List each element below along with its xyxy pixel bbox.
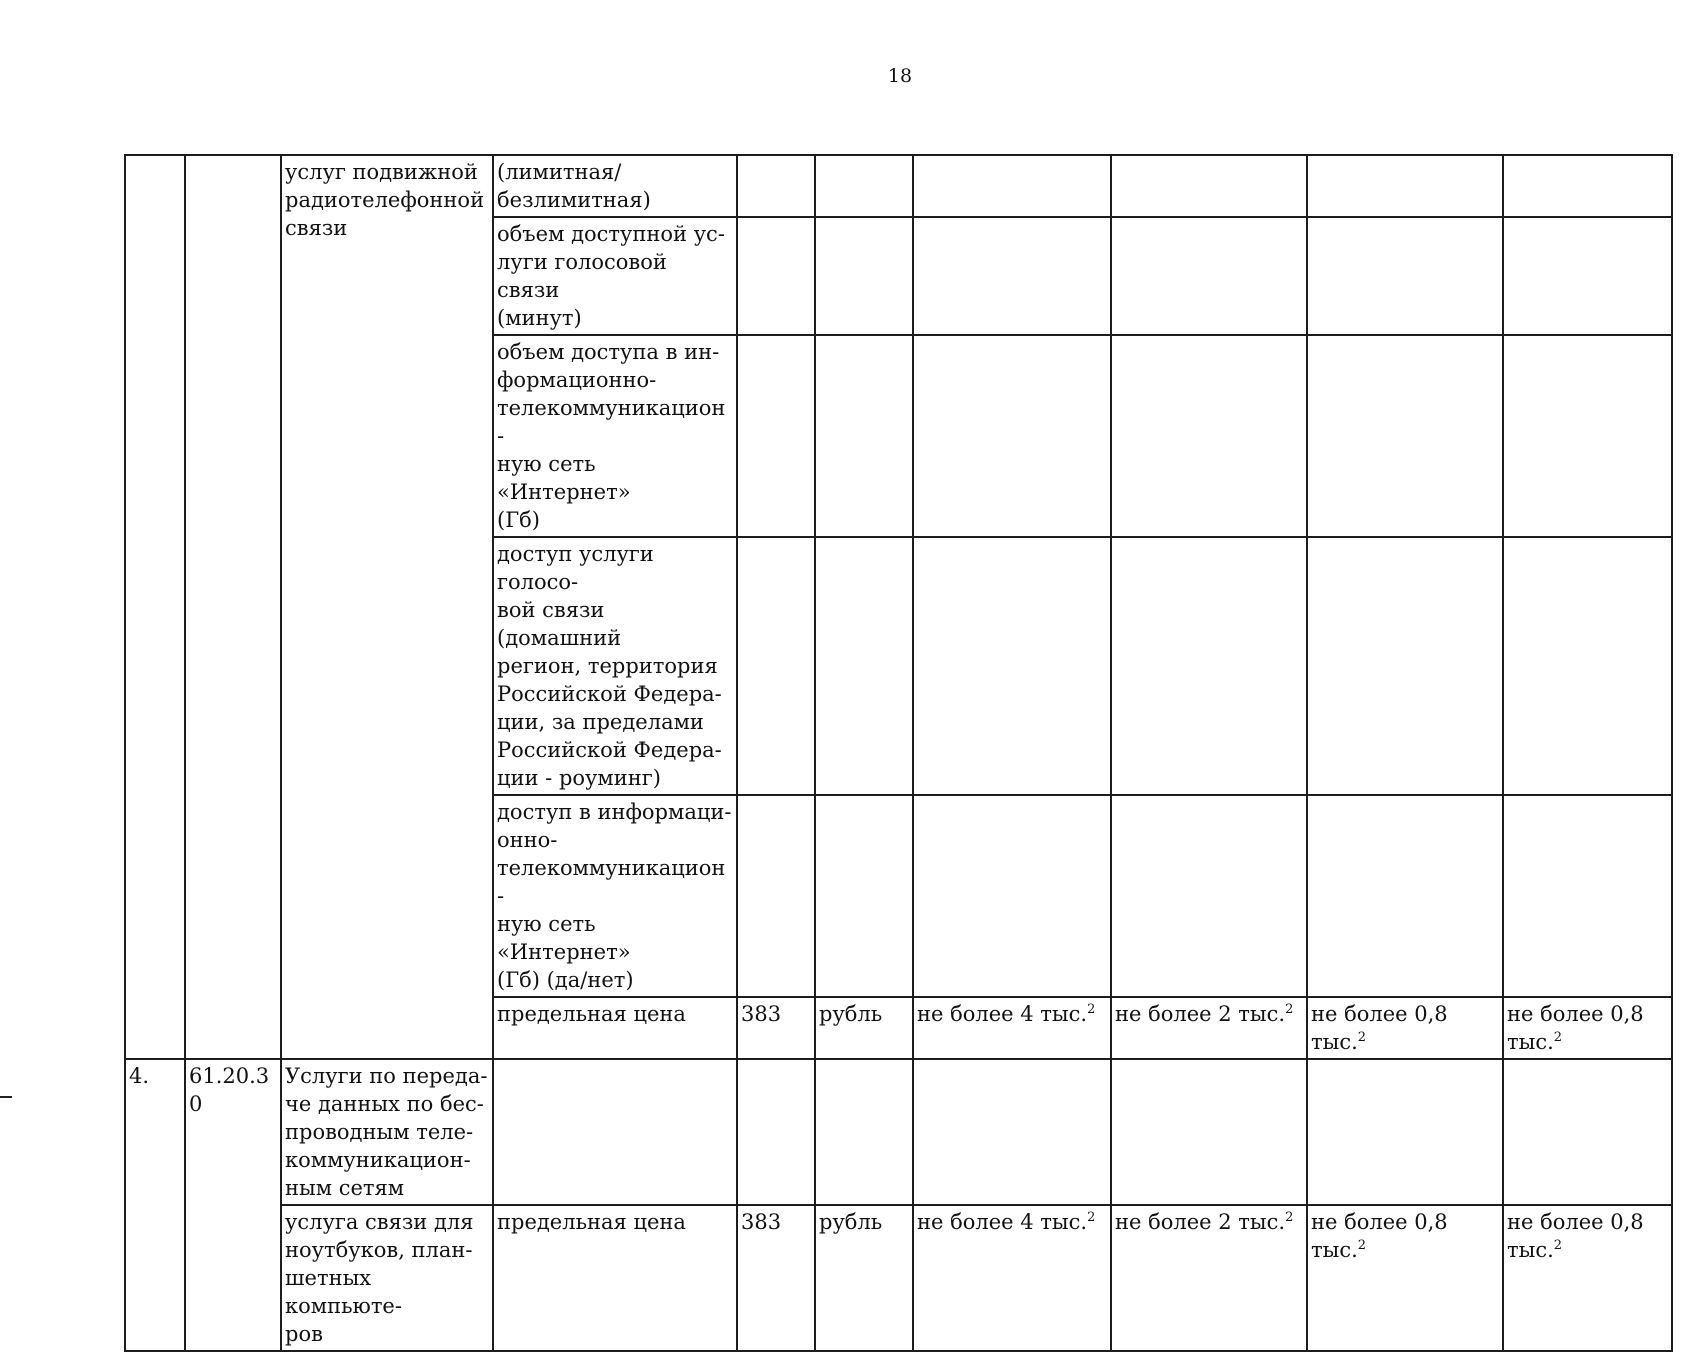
price-limit-cell	[1111, 1205, 1307, 1351]
price-limit-cell	[1503, 997, 1672, 1059]
characteristic-line: объем доступа в ин-	[497, 340, 720, 364]
empty-cell	[1307, 1059, 1503, 1205]
characteristic-line: (минут)	[497, 306, 582, 330]
empty-cell	[737, 795, 815, 997]
price-value: не более 0,8 тыс.	[1507, 1210, 1644, 1262]
characteristic-line: телекоммуникацион-	[497, 396, 726, 448]
characteristic-line: (Гб) (да/нет)	[497, 968, 634, 992]
okei-code-cell: 383	[737, 1205, 815, 1351]
service-name-line: Услуги по переда-	[285, 1064, 488, 1088]
empty-cell	[1503, 335, 1672, 537]
characteristic-cell: предельная цена	[493, 997, 737, 1059]
price-value: не более 0,8 тыс.	[1507, 1002, 1644, 1054]
characteristic-line: вой связи (домашний	[497, 598, 622, 650]
empty-cell	[815, 155, 913, 217]
service-name-line: ным сетям	[285, 1176, 405, 1200]
specification-table	[124, 154, 1673, 1352]
price-value: не более 4 тыс.	[917, 1210, 1088, 1234]
characteristic-cell: предельная цена	[493, 1205, 737, 1351]
table-row	[125, 1205, 1672, 1351]
empty-cell	[1307, 217, 1503, 335]
sub-item-line: ноутбуков, план-	[285, 1238, 473, 1262]
empty-cell	[1307, 155, 1503, 217]
empty-cell	[1503, 1059, 1672, 1205]
empty-cell	[815, 795, 913, 997]
characteristic-line: луги голосовой связи	[497, 250, 667, 302]
price-limit-cell	[1307, 1205, 1503, 1351]
price-limit-cell	[913, 1205, 1111, 1351]
empty-cell	[1503, 795, 1672, 997]
footnote-mark: 2	[1357, 1238, 1367, 1253]
service-name-line: радиотелефонной	[285, 188, 485, 212]
characteristic-line: (лимитная/	[497, 160, 622, 184]
empty-cell	[1111, 335, 1307, 537]
sub-item-cell	[281, 1205, 493, 1351]
okei-code-cell: 383	[737, 997, 815, 1059]
empty-cell	[815, 537, 913, 795]
footnote-mark: 2	[1285, 1210, 1294, 1225]
price-value: не более 2 тыс.	[1115, 1002, 1286, 1026]
price-value: не более 2 тыс.	[1115, 1210, 1286, 1234]
price-limit-cell	[1111, 997, 1307, 1059]
row-number-cell: 4.	[125, 1059, 185, 1351]
empty-cell	[1111, 537, 1307, 795]
characteristic-line: формационно-	[497, 368, 657, 392]
footnote-mark: 2	[1087, 1210, 1096, 1225]
characteristic-cell	[493, 537, 737, 795]
characteristic-line: ную сеть «Интернет»	[497, 452, 631, 504]
characteristic-line: онно-	[497, 828, 558, 852]
service-name-cell	[281, 1059, 493, 1205]
footnote-mark: 2	[1357, 1030, 1367, 1045]
row-number-cell	[125, 155, 185, 1059]
empty-cell	[1503, 537, 1672, 795]
characteristic-cell	[493, 335, 737, 537]
empty-cell	[1503, 155, 1672, 217]
sub-item-line: услуга связи для	[285, 1210, 474, 1234]
characteristic-line: ции, за пределами	[497, 710, 704, 734]
price-limit-cell	[1503, 1205, 1672, 1351]
empty-cell	[737, 1059, 815, 1205]
okpd-code-cell: 61.20.30	[185, 1059, 281, 1351]
empty-cell	[913, 335, 1111, 537]
sub-item-line: шетных компьюте-	[285, 1266, 402, 1318]
footnote-mark: 2	[1285, 1002, 1294, 1017]
empty-cell	[737, 537, 815, 795]
characteristic-line: ную сеть «Интернет»	[497, 912, 631, 964]
characteristic-line: регион, территория	[497, 654, 718, 678]
empty-cell	[737, 155, 815, 217]
characteristic-line: доступ в информаци-	[497, 800, 732, 824]
footnote-mark: 2	[1553, 1030, 1563, 1045]
page-number: 18	[887, 65, 913, 87]
empty-cell	[815, 1059, 913, 1205]
service-name-line: проводным теле-	[285, 1120, 474, 1144]
empty-cell	[815, 335, 913, 537]
code-cell	[185, 155, 281, 1059]
service-name-line: коммуникацион-	[285, 1148, 471, 1172]
characteristic-cell	[493, 217, 737, 335]
service-name-line: че данных по бес-	[285, 1092, 484, 1116]
characteristic-cell	[493, 155, 737, 217]
unit-cell: рубль	[815, 1205, 913, 1351]
empty-cell	[1111, 155, 1307, 217]
service-name-cell	[281, 155, 493, 1059]
price-limit-cell	[1307, 997, 1503, 1059]
empty-cell	[1307, 537, 1503, 795]
margin-mark	[0, 1096, 12, 1098]
empty-cell	[913, 795, 1111, 997]
unit-cell: рубль	[815, 997, 913, 1059]
empty-cell	[1111, 795, 1307, 997]
empty-cell	[815, 217, 913, 335]
empty-cell	[493, 1059, 737, 1205]
empty-cell	[913, 537, 1111, 795]
characteristic-line: объем доступной ус-	[497, 222, 725, 246]
footnote-mark: 2	[1087, 1002, 1096, 1017]
sub-item-line: ров	[285, 1322, 323, 1346]
empty-cell	[1111, 217, 1307, 335]
empty-cell	[737, 335, 815, 537]
empty-cell	[913, 1059, 1111, 1205]
price-limit-cell	[913, 997, 1111, 1059]
footnote-mark: 2	[1553, 1238, 1563, 1253]
characteristic-line: Российской Федера-	[497, 738, 722, 762]
service-name-line: услуг подвижной	[285, 160, 478, 184]
characteristic-line: Российской Федера-	[497, 682, 722, 706]
empty-cell	[913, 155, 1111, 217]
empty-cell	[737, 217, 815, 335]
empty-cell	[1307, 795, 1503, 997]
price-value: не более 4 тыс.	[917, 1002, 1088, 1026]
characteristic-cell	[493, 795, 737, 997]
characteristic-line: (Гб)	[497, 508, 540, 532]
table-row	[125, 1059, 1672, 1205]
characteristic-line: ции - роуминг)	[497, 766, 661, 790]
characteristic-line: безлимитная)	[497, 188, 651, 212]
service-name-line: связи	[285, 216, 348, 240]
empty-cell	[1503, 217, 1672, 335]
empty-cell	[913, 217, 1111, 335]
characteristic-line: телекоммуникацион-	[497, 856, 726, 908]
characteristic-line: доступ услуги голосо-	[497, 542, 654, 594]
price-value: не более 0,8 тыс.	[1311, 1210, 1448, 1262]
empty-cell	[1111, 1059, 1307, 1205]
empty-cell	[1307, 335, 1503, 537]
table-row	[125, 155, 1672, 217]
price-value: не более 0,8 тыс.	[1311, 1002, 1448, 1054]
